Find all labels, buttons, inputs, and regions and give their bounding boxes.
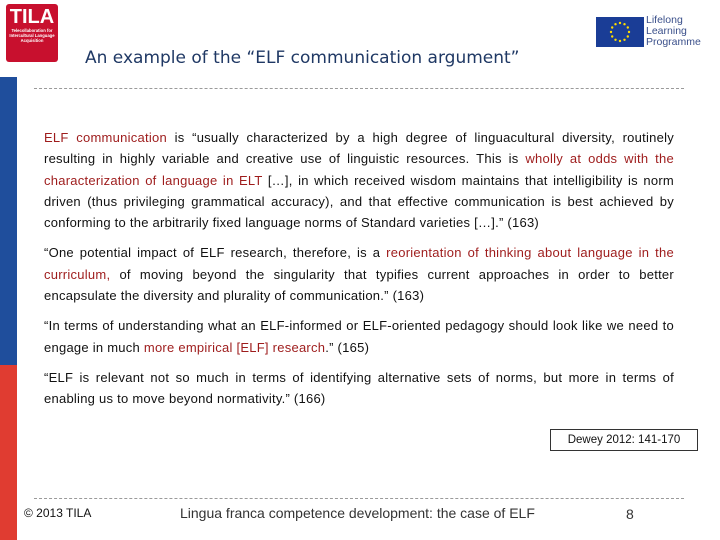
body-text: […], in which received wisdom maintains that intelligibility is norm driven (thus privileging grammatical accuracy), and that effective communication is best achieved by conforming to the arbitrarily fixed language norms of Standard varieties […].” (163): [44, 172, 674, 231]
footer-title: Lingua franca competence development: the case of ELF: [180, 505, 535, 521]
slide-body: [44, 127, 674, 419]
highlighted-text: reorientation of thinking about language in the curriculum,: [44, 245, 674, 282]
eu-programme-line: Learning: [646, 25, 687, 37]
eu-star-icon: [614, 39, 616, 41]
left-accent-bar-blue: [0, 77, 17, 365]
eu-star-icon: [619, 40, 621, 42]
left-accent-bar-red: [0, 365, 17, 540]
eu-star-icon: [611, 35, 613, 37]
body-text: .” (165): [325, 339, 370, 355]
body-text: “One potential impact of ELF research, therefore, is a: [44, 245, 387, 261]
tila-logo-word: TILA: [9, 6, 55, 28]
eu-programme-name: [646, 15, 718, 48]
slide-title: An example of the “ELF communication argument”: [85, 48, 520, 68]
eu-star-icon: [610, 31, 612, 33]
paragraph: [44, 127, 674, 233]
highlighted-text: ELF communication: [44, 130, 167, 145]
eu-star-icon: [611, 26, 613, 28]
body-text: is “usually characterized by a high degree of linguacultural diversity, routinely resulting in highly variable and creative use of linguistic resources. This is: [44, 130, 674, 167]
paragraph: [44, 367, 674, 410]
body-text: of moving beyond the singularity that typifies current approaches in order to better encapsulate the diversity and plurality of communication.” (163): [44, 266, 674, 304]
eu-star-icon: [627, 26, 629, 28]
tila-logo-subtitle: Telecollaboration for Intercultural Language Acquisition: [9, 28, 55, 43]
body-text: “In terms of understanding what an ELF-informed or ELF-oriented pedagogy should look like we need to engage in much: [44, 318, 674, 355]
eu-star-icon: [623, 39, 625, 41]
citation-box: Dewey 2012: 141-170: [550, 429, 698, 451]
body-text: “ELF is relevant not so much in terms of identifying alternative sets of norms, but more in terms of enabling us to move beyond normativity.” (166): [44, 369, 674, 407]
left-bar-separator: [17, 77, 20, 540]
eu-star-icon: [623, 23, 625, 25]
eu-star-icon: [619, 22, 621, 24]
highlighted-text: more empirical [ELF] research: [143, 339, 326, 355]
eu-flag-icon: [596, 17, 644, 47]
page-number: 8: [626, 506, 634, 522]
footer-divider: [34, 498, 684, 499]
header-divider: [34, 88, 684, 89]
eu-star-icon: [628, 31, 630, 33]
eu-star-icon: [614, 23, 616, 25]
paragraph: [44, 315, 674, 358]
tila-logo: [6, 4, 58, 62]
eu-star-icon: [627, 35, 629, 37]
highlighted-text: wholly at odds with the characterization of language in ELT: [44, 151, 675, 188]
paragraph: [44, 242, 674, 306]
eu-programme-line: Programme: [646, 36, 701, 48]
eu-programme-line: Lifelong: [646, 14, 683, 26]
footer-copyright: © 2013 TILA: [24, 506, 92, 520]
